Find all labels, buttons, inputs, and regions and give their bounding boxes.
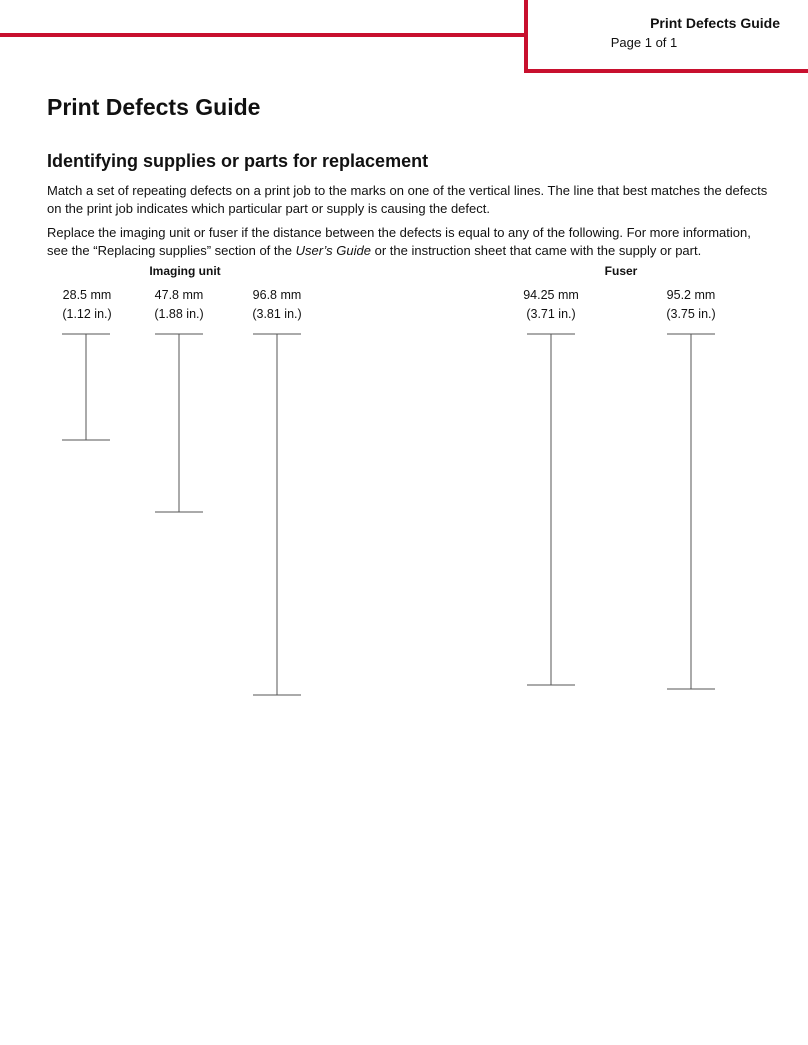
measurement-mm: 28.5 mm xyxy=(62,288,112,302)
defect-line-28-5 xyxy=(62,334,110,440)
measurement-mm: 47.8 mm xyxy=(154,288,204,302)
defect-line-96-8 xyxy=(253,334,301,695)
page-title: Print Defects Guide xyxy=(47,94,261,120)
header-page-number: Page 1 of 1 xyxy=(610,35,678,50)
measurement-inches: (3.81 in.) xyxy=(252,307,302,321)
group-label-imaging-unit: Imaging unit xyxy=(149,264,221,278)
measurement-inches: (3.75 in.) xyxy=(666,307,716,321)
users-guide-reference: User’s Guide xyxy=(295,243,371,258)
replace-paragraph-text: Replace the imaging unit or fuser if the distance between the defects is equal to any of the following. For more information, see the “Replacing supplies” section of the xyxy=(47,225,751,258)
replace-paragraph-tail: or the instruction sheet that came with the supply or part. xyxy=(370,243,702,258)
defect-line-47-8 xyxy=(155,334,203,512)
measurement-mm: 95.2 mm xyxy=(666,288,716,302)
measurement-inches: (1.12 in.) xyxy=(62,307,112,321)
group-label-fuser: Fuser xyxy=(604,264,638,278)
section-title: Identifying supplies or parts for replacement xyxy=(47,151,429,171)
measurement-inches: (1.88 in.) xyxy=(154,307,204,321)
header-title: Print Defects Guide xyxy=(650,15,780,31)
measurement-mm: 94.25 mm xyxy=(523,288,579,302)
intro-paragraph: Match a set of repeating defects on a print job to the marks on one of the vertical lines. The line that best matches the defects on the print job indicates which particular part or supply is causing the defect. xyxy=(47,183,768,216)
measurement-mm: 96.8 mm xyxy=(252,288,302,302)
defect-line-95-2 xyxy=(667,334,715,689)
measurement-inches: (3.71 in.) xyxy=(526,307,576,321)
defect-line-94-25 xyxy=(527,334,575,685)
